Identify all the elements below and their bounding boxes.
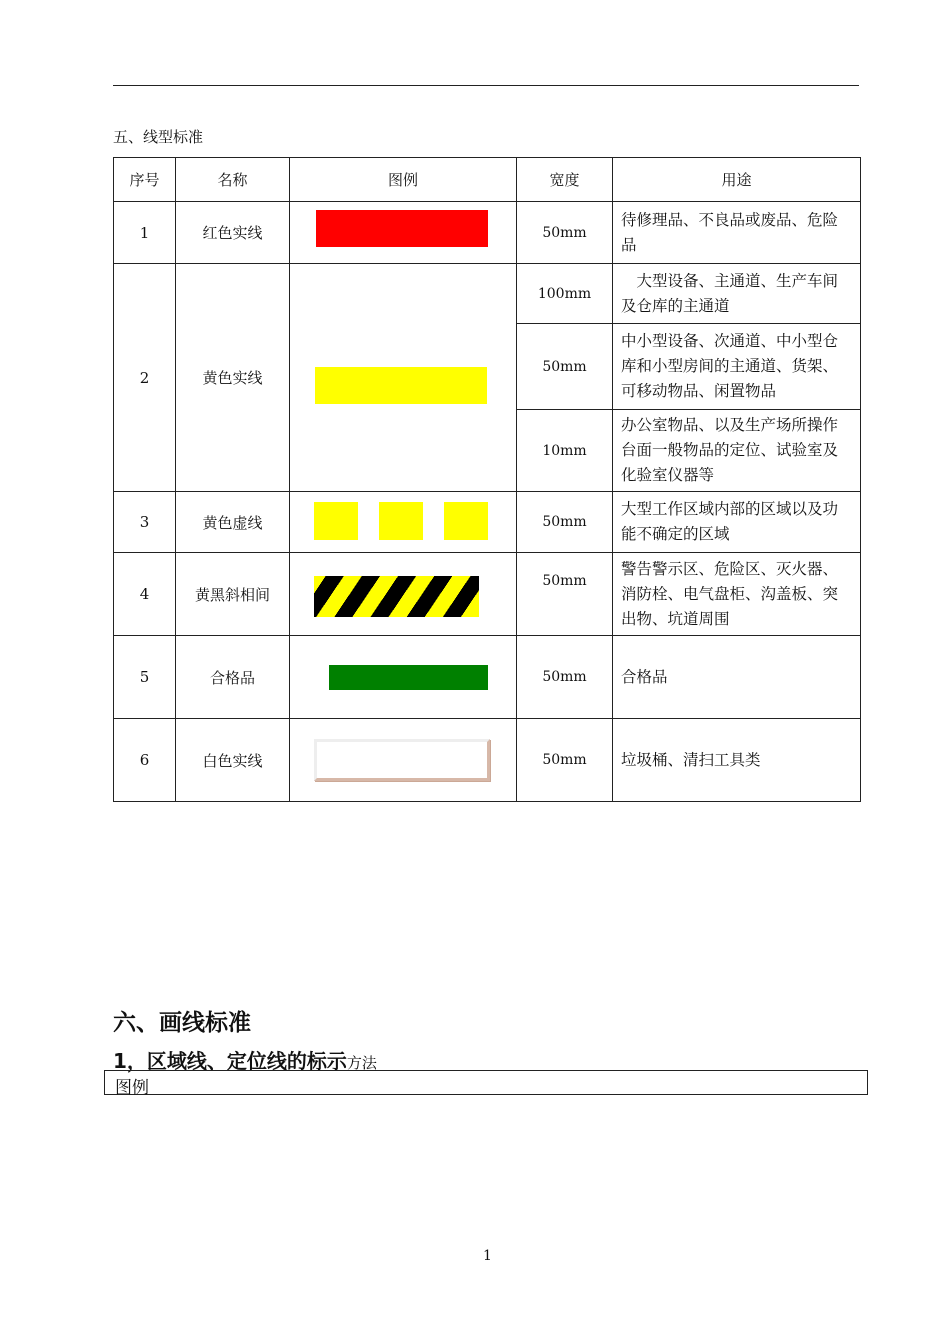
row-no: 6 (114, 719, 176, 802)
dash-segment (444, 502, 488, 540)
row-width: 100mm (517, 264, 613, 324)
row-use: 合格品 (613, 636, 861, 719)
dash-segment (379, 502, 423, 540)
legend-cell (290, 202, 517, 264)
legend-cell (290, 492, 517, 553)
row-no: 1 (114, 202, 176, 264)
table-row (114, 264, 861, 324)
table-row (114, 202, 861, 264)
row-name: 白色实线 (176, 719, 290, 802)
header-use: 用途 (613, 158, 861, 202)
row-no: 5 (114, 636, 176, 719)
header-legend: 图例 (290, 158, 517, 202)
legend-cell (290, 636, 517, 719)
subsection-1-tail: 方法 (346, 1054, 377, 1072)
section-5-title: 五、线型标准 (113, 128, 204, 146)
row-use: 警告警示区、危险区、灭火器、消防栓、电气盘柜、沟盖板、突出物、坑道周围 (613, 553, 861, 636)
row-width: 50mm (517, 636, 613, 719)
table-header-row (114, 158, 861, 202)
line-type-table (113, 157, 861, 802)
white-solid-line-swatch (314, 739, 490, 781)
row-use: 大型设备、主通道、生产车间及仓库的主通道 (613, 264, 861, 324)
header-name: 名称 (176, 158, 290, 202)
row-no: 2 (114, 264, 176, 492)
subsection-1-bold: 1，区域线、定位线的标示 (113, 1049, 347, 1073)
row-use: 办公室物品、以及生产场所操作台面一般物品的定位、试验室及化验室仪器等 (613, 410, 861, 492)
legend-box-label: 图例 (115, 1078, 149, 1098)
row-use: 待修理品、不良品或废品、危险品 (613, 202, 861, 264)
row-no: 4 (114, 553, 176, 636)
table-row (114, 492, 861, 553)
row-width: 50mm (517, 553, 613, 636)
table-row (114, 553, 861, 636)
row-name: 红色实线 (176, 202, 290, 264)
legend-cell (290, 553, 517, 636)
table-row (114, 636, 861, 719)
row-name: 黄黑斜相间 (176, 553, 290, 636)
table-row (114, 719, 861, 802)
row-use: 垃圾桶、清扫工具类 (613, 719, 861, 802)
header-width: 宽度 (517, 158, 613, 202)
row-use: 大型工作区域内部的区域以及功能不确定的区域 (613, 492, 861, 553)
legend-cell (290, 264, 517, 492)
row-name: 黄色虚线 (176, 492, 290, 553)
row-no: 3 (114, 492, 176, 553)
yellow-solid-line-swatch (315, 367, 487, 404)
row-width: 50mm (517, 492, 613, 553)
yellow-black-stripe-swatch (314, 576, 479, 617)
yellow-dashed-line-swatch (314, 502, 488, 540)
row-width: 50mm (517, 324, 613, 410)
row-name: 黄色实线 (176, 264, 290, 492)
green-qualified-line-swatch (329, 665, 488, 690)
legend-box (104, 1070, 868, 1098)
red-solid-line-swatch (316, 210, 488, 247)
dash-segment (314, 502, 358, 540)
row-width: 50mm (517, 202, 613, 264)
row-name: 合格品 (176, 636, 290, 719)
section-6-title: 六、画线标准 (113, 1010, 251, 1036)
page-number: 1 (483, 1248, 492, 1264)
row-width: 10mm (517, 410, 613, 492)
row-use: 中小型设备、次通道、中小型仓库和小型房间的主通道、货架、可移动物品、闲置物品 (613, 324, 861, 410)
row-width: 50mm (517, 719, 613, 802)
header-rule (113, 85, 859, 86)
legend-cell (290, 719, 517, 802)
header-no: 序号 (114, 158, 176, 202)
